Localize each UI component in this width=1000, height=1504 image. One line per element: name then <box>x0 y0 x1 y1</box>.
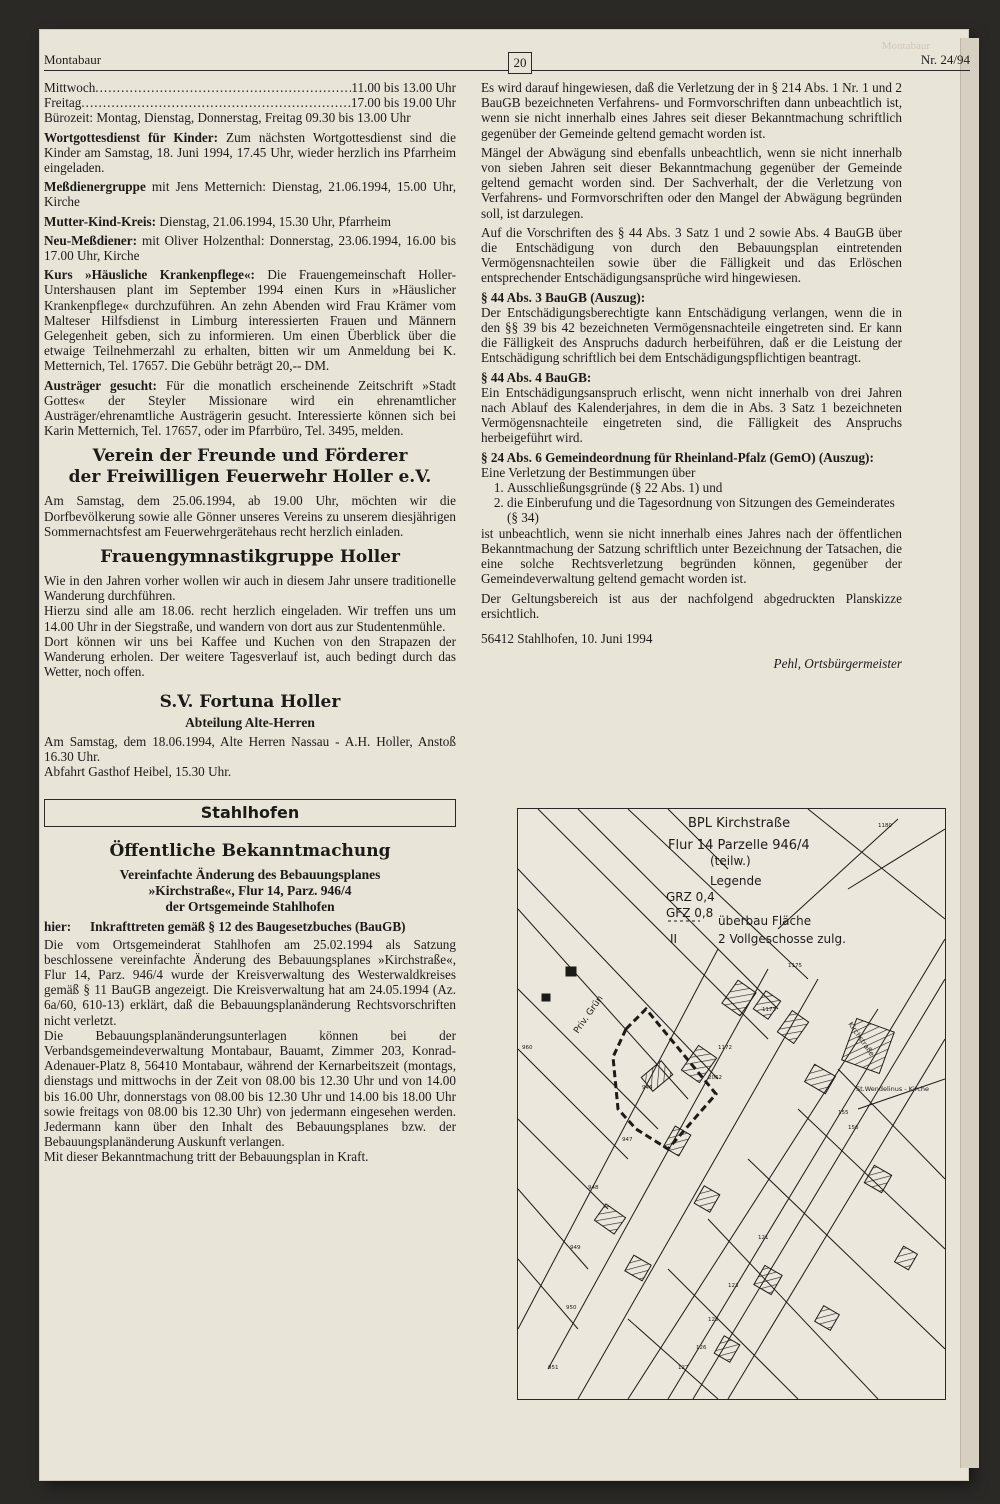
svg-text:947: 947 <box>622 1137 633 1143</box>
bekanntmachung-text-2: Die Bebauungsplanänderungsunterlagen können bei der Verbandsgemeindeverwaltung Montabaur, Bauamt, Zimmer 203, Konrad-Adenauer-Platz 8, 56410 Montabaur, während der Kernarbeitszeit (montags, dienstags und mittwochs in der Zeit von 08.00 bis 12.30 Uhr und von 14.00 bis 16.00 Uhr, donnerstags von 08.00 bis 12.30 Uhr und 14.00 bis 18.00 Uhr sowie freitags von 08.00 bis 12.30 Uhr) von jedermann eingesehen werden. Jedermann kann über den Inhalt des Bebauungsplanes bzw. der Bebauungsplanänderung Auskunft verlangen. <box>44 1027 456 1150</box>
building-footprints <box>542 967 917 1362</box>
svg-text:946: 946 <box>642 1085 653 1091</box>
section-box-stahlhofen: Stahlhofen <box>44 799 456 827</box>
parcel-lines <box>518 809 945 1399</box>
office-hours-row: Mittwoch ..... 11.00 bis 13.00 Uhr <box>44 80 456 95</box>
hier-line: hier: Inkrafttreten gemäß § 12 des Baugesetzbuches (BauGB) <box>44 919 406 935</box>
svg-text:1175: 1175 <box>788 963 802 969</box>
map-partial: (teilw.) <box>710 854 751 868</box>
ghost-text: Montabaur <box>881 40 930 52</box>
notice-item: Meßdienergruppe mit Jens Metternich: Dienstag, 21.06.1994, 15.00 Uhr, Kirche <box>44 179 456 210</box>
svg-text:155: 155 <box>838 1110 849 1116</box>
svg-text:950: 950 <box>566 1305 577 1311</box>
legal-heading-1: § 44 Abs. 3 BauGB (Auszug): <box>481 289 646 305</box>
legal-text-3: Auf die Vorschriften des § 44 Abs. 3 Satz 1 und 2 sowie Abs. 4 BauGB über die Entschädigung von durch den Bebauungsplan eintretenden Vermögensnachteilen sowie über die Fälligkeit und das Erlöschen entsprechender Entschädigungsansprüche wird hingewiesen. <box>481 224 902 286</box>
notice-item: Mutter-Kind-Kreis: Dienstag, 21.06.1994, 15.30 Uhr, Pfarrheim <box>44 213 392 229</box>
list-item: 2. die Einberufung und die Tagesordnung von Sitzungen des Gemeinderates (§ 34) <box>507 495 902 525</box>
bekanntmachung-text-3: Mit dieser Bekanntmachung tritt der Bebauungsplan in Kraft. <box>44 1149 369 1165</box>
page-number: 20 <box>508 52 532 74</box>
legal-text-7: ist unbeachtlich, wenn sie nicht innerhalb eines Jahres nach der öffentlichen Bekanntmachung der Satzung schriftlich unter Bezeichnung der Tatsachen, die eine solche Rechtsverletzung begründen können, gegenüber der Gemeindeverwaltung geltend gemacht worden ist. <box>481 525 902 587</box>
svg-text:960: 960 <box>522 1045 533 1051</box>
fortuna-subtitle: Abteilung Alte-Herren <box>185 714 315 730</box>
svg-text:121: 121 <box>758 1235 769 1241</box>
svg-text:125: 125 <box>708 1317 719 1323</box>
office-hours-row: Freitag ..... 17.00 bis 19.00 Uhr <box>44 95 456 110</box>
map-gfz: GFZ 0,8 <box>666 906 714 920</box>
left-column <box>44 80 456 1169</box>
legal-heading-2: § 44 Abs. 4 BauGB: <box>481 369 592 385</box>
map-parcel: Flur 14 Parzelle 946/4 <box>668 838 810 853</box>
svg-text:949: 949 <box>570 1245 581 1251</box>
page-edge <box>960 38 979 1468</box>
svg-text:1180: 1180 <box>878 823 892 829</box>
page-header <box>44 48 970 71</box>
fortuna-text-2: Abfahrt Gasthof Heibel, 15.30 Uhr. <box>44 764 232 780</box>
plan-sketch-svg <box>518 809 945 1399</box>
plan-sketch-map <box>517 808 946 1400</box>
fortuna-heading: S.V. Fortuna Holler <box>159 691 341 712</box>
legal-text-2: Mängel der Abwägung sind ebenfalls unbeachtlich, wenn sie nicht innerhalb von sieben Jahren seit dieser Bekanntmachung gegenüber der Gemeinde geltend gemacht worden sind. Der Sachverhalt, der die Verletzung von Verfahrens- und Formvorschriften oder den Mangel der Abwägung begründen soll, ist darzulegen. <box>481 144 902 221</box>
svg-text:127: 127 <box>678 1365 689 1371</box>
svg-text:948: 948 <box>588 1185 599 1191</box>
svg-text:2062: 2062 <box>708 1075 722 1081</box>
map-grz: GRZ 0,4 <box>666 890 715 904</box>
svg-text:1172: 1172 <box>718 1045 732 1051</box>
bekanntmachung-heading: Öffentliche Bekanntmachung <box>109 841 391 862</box>
legal-text-1: Es wird darauf hingewiesen, daß die Verletzung der in § 214 Abs. 1 Nr. 1 und 2 BauGB bezeichneten Verfahrens- und Formvorschriften dann unbeachtlich ist, wenn sie nicht innerhalb eines Jahres seit dieser Bekanntmachung schriftlich gegenüber der Gemeinde geltend gemacht worden ist. <box>481 80 902 141</box>
legal-text-6: Eine Verletzung der Bestimmungen über <box>481 464 696 480</box>
notice-item: Neu-Meßdiener: mit Oliver Holzenthal: Donnerstag, 23.06.1994, 16.00 bis 17.00 Uhr, Kirche <box>44 232 456 264</box>
frauen-heading: Frauengymnastikgruppe Holler <box>100 547 400 568</box>
frauen-text-1: Wie in den Jahren vorher wollen wir auch in diesem Jahr unsere traditionelle Wanderung durchführen. <box>44 573 456 604</box>
bekanntmachung-subtitle: Vereinfachte Änderung des Bebauungsplanes »Kirchstraße«, Flur 14, Parz. 946/4 der Ortsgemeinde Stahlhofen <box>119 867 381 915</box>
map-ueberbau: überbau Fläche <box>718 914 812 928</box>
notice-item: Wortgottesdienst für Kinder: Zum nächsten Wortgottesdienst sind die Kinder am Samstag, 18. Juni 1994, 17.45 Uhr, wieder herzlich ins Pfarrheim eingeladen. <box>44 129 456 176</box>
notice-item: Austräger gesucht: Für die monatlich erscheinende Zeitschrift »Stadt Gottes« der Steyler Missionare wird ein ehrenamtlicher Austräger/ehrenamtliche Austrägerin gesucht. Interessierte können sich bei Karin Metternich, Tel. 17657, oder im Pfarrbüro, Tel. 3495, melden. <box>44 377 456 439</box>
map-legend-title: Legende <box>710 874 762 888</box>
map-vollgeschoss-symbol: II <box>670 932 678 946</box>
map-vollgeschoss: 2 Vollgeschosse zulg. <box>718 932 846 946</box>
street-label: Kirchstraße <box>846 1020 876 1058</box>
legal-text-8: Der Geltungsbereich ist aus der nachfolgend abgedruckten Planskizze ersichtlich. <box>481 590 902 621</box>
priv-gruen-label: Priv. Grün <box>572 994 606 1036</box>
svg-text:123: 123 <box>728 1283 739 1289</box>
bekanntmachung-text-1: Die vom Ortsgemeinderat Stahlhofen am 25.02.1994 als Satzung beschlossene vereinfachte Änderung des Bebauungsplanes »Kirchstraße«, Flur 14, Parz. 946/4 wurde der Kreisverwaltung des Westerwaldkreises gemäß § 11 BauGB angezeigt. Die Kreisverwaltung hat am 24.05.1994 (Az. 6a/60, 610-13) erklärt, daß die Bebauungsplanänderung Rechtsvorschriften nicht verletzt. <box>44 936 456 1028</box>
legal-list <box>481 480 902 526</box>
frauen-text-2: Hierzu sind alle am 18.06. recht herzlich eingeladen. Wir treffen uns um 14.00 Uhr in der Siegstraße, und wandern von dort aus zur Studentenmühle. <box>44 603 456 634</box>
svg-text:951: 951 <box>548 1365 559 1371</box>
legal-text-4: Der Entschädigungsberechtigte kann Entschädigung verlangen, wenn die in den §§ 39 bis 42 bezeichneten Vermögensnachteile eingetreten sind. Er kann die Fälligkeit des Anspruchs dadurch herbeiführen, daß er die Leistung der Entschädigung schriftlich bei dem Entschädigungspflichtigen beantragt. <box>481 304 902 366</box>
svg-text:156: 156 <box>848 1125 859 1131</box>
map-legend <box>666 816 846 946</box>
legal-text-5: Ein Entschädigungsanspruch erlischt, wenn nicht innerhalb von drei Jahren nach Ablauf des Kalenderjahres, in dem die in Abs. 3 Satz 1 bezeichneten Vermögensnachteile eingetreten sind, die Fälligkeit des Anspruchs herbeigeführt wird. <box>481 384 902 446</box>
issue-number: Nr. 24/94 <box>920 52 970 67</box>
verein-text: Am Samstag, dem 25.06.1994, ab 19.00 Uhr, möchten wir die Dorfbevölkerung sowie alle Gönner unseres Vereins zu unserem diesjährigen Sommernachtsfest am Feuerwehrgerätehaus recht herzlich einladen. <box>44 493 456 539</box>
notice-item: Kurs »Häusliche Krankenpflege«: Die Frauengemeinschaft Holler-Untershausen plant im September 1994 einen Kurs in »Häuslicher Krankenpflege« durchzuführen. An zehn Abenden wird Frau Krämer vom Malteser Hilfsdienst in Limburg interessierten Frauen und Männern Gelegenheit geben, sich zu informieren. Um einen Überblick über die etwaige Teilnehmerzahl zu erhalten, bitten wir um Anmeldung bei K. Metternich, Tel. 17657. Die Gebühr beträgt 20,-- DM. <box>44 267 457 374</box>
list-item: 1. Ausschließungsgründe (§ 22 Abs. 1) und <box>507 480 902 495</box>
signature: Pehl, Ortsbürgermeister <box>773 656 902 672</box>
svg-text:1173: 1173 <box>762 1007 776 1013</box>
place-date: 56412 Stahlhofen, 10. Juni 1994 <box>481 630 653 646</box>
legal-heading-3: § 24 Abs. 6 Gemeindeordnung für Rheinland-Pfalz (GemO) (Auszug): <box>481 449 874 465</box>
church-label: St.Wendelinus - Kirche <box>856 1085 930 1093</box>
office-hours-note: Bürozeit: Montag, Dienstag, Donnerstag, Freitag 09.30 bis 13.00 Uhr <box>44 110 411 126</box>
frauen-text-3: Dort können wir uns bei Kaffee und Kuchen von den Strapazen der Wanderung erholen. Der weitere Tagesverlauf ist, auch bedingt durch das Wetter, noch offen. <box>44 633 456 680</box>
header-town: Montabaur <box>44 52 102 67</box>
svg-text:126: 126 <box>696 1345 707 1351</box>
right-column <box>481 80 902 671</box>
fortuna-text-1: Am Samstag, dem 18.06.1994, Alte Herren Nassau - A.H. Holler, Anstoß 16.30 Uhr. <box>44 733 456 764</box>
verein-heading: Verein der Freunde und Förderer der Freiwilligen Feuerwehr Holler e.V. <box>68 446 432 488</box>
map-title: BPL Kirchstraße <box>688 816 791 831</box>
